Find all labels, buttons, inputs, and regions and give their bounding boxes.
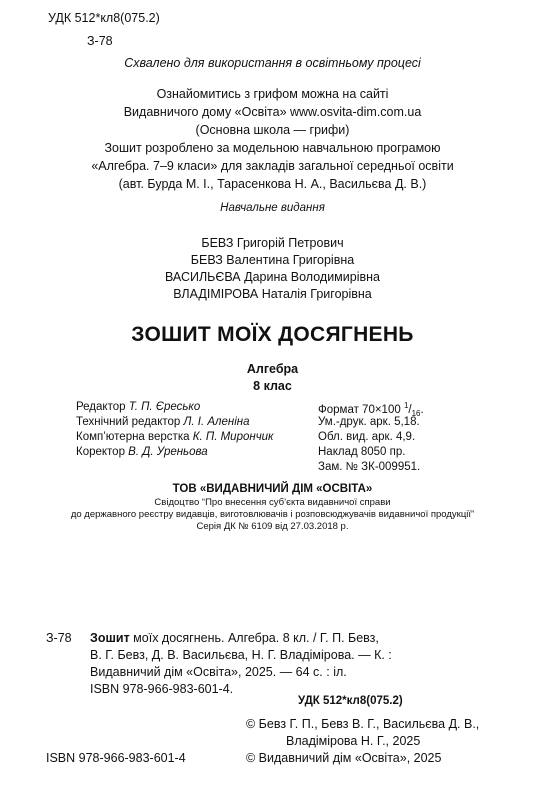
spec-print-sheets: Ум.-друк. арк. 5,18. — [318, 416, 420, 428]
staff-proofreader — [76, 446, 208, 458]
author-1: БЕВЗ Григорій Петрович — [201, 236, 344, 250]
udk-top: УДК 512*кл8(075.2) — [48, 11, 160, 25]
author-4: ВЛАДІМІРОВА Наталія Григорівна — [173, 287, 372, 301]
catalog-line-3: Видавничий дім «Освіта», 2025. — 64 с. : іл. — [90, 665, 347, 679]
staff-role: Комп’ютерна верстка — [76, 431, 193, 443]
copyright-authors: © Бевз Г. П., Бевз В. Г., Васильєва Д. В., — [246, 717, 480, 731]
staff-name: Т. П. Єресько — [128, 401, 201, 413]
spec-print-run: Наклад 8050 пр. — [318, 446, 406, 458]
spec-format-text: Формат 70×100 — [318, 403, 404, 416]
staff-name: К. П. Мирончик — [192, 431, 274, 443]
publisher-cert-1: Свідоцтво “Про внесення суб’єкта видавничої справи — [154, 497, 391, 508]
staff-tech-editor — [76, 416, 250, 428]
staff-layout — [76, 431, 273, 443]
program-line-3: (авт. Бурда М. І., Тарасенкова Н. А., Васильєва Д. В.) — [118, 177, 427, 191]
program-line-2: «Алгебра. 7–9 класи» для закладів загальної середньої освіти — [91, 159, 454, 173]
spec-format-end: . — [420, 403, 424, 416]
approval-note: Схвалено для використання в освітньому процесі — [124, 56, 421, 70]
spec-publ-sheets: Обл. вид. арк. 4,9. — [318, 431, 416, 443]
catalog-isbn: ISBN 978-966-983-601-4. — [90, 682, 234, 696]
author-2: БЕВЗ Валентина Григорівна — [190, 253, 355, 267]
catalog-title-bold: Зошит — [90, 631, 130, 645]
staff-name: Л. І. Аленіна — [183, 416, 250, 428]
spec-format-num: 1 — [403, 401, 409, 410]
isbn-bottom: ISBN 978-966-983-601-4 — [46, 751, 186, 765]
grade: 8 клас — [253, 379, 292, 393]
grif-line-3: (Основна школа — грифи) — [195, 123, 350, 137]
catalog-code-top: З-78 — [87, 34, 113, 48]
author-3: ВАСИЛЬЄВА Дарина Володимирівна — [164, 270, 380, 284]
catalog-line-1-rest: моїх досягнень. Алгебра. 8 кл. / Г. П. Бевз, — [129, 631, 379, 645]
spec-order: Зам. № ЗК-009951. — [318, 461, 421, 473]
book-title: ЗОШИТ МОЇХ ДОСЯГНЕНЬ — [131, 323, 414, 346]
staff-name: В. Д. Уреньова — [128, 446, 208, 458]
copyright-publisher: © Видавничий дім «Освіта», 2025 — [246, 751, 442, 765]
program-line-1: Зошит розроблено за модельною навчальною програмою — [104, 141, 441, 155]
staff-role: Коректор — [76, 446, 129, 458]
publisher-name: ТОВ «ВИДАВНИЧИЙ ДІМ «ОСВІТА» — [172, 483, 373, 495]
grif-line-2: Видавничого дому «Освіта» www.osvita-dim.com.ua — [123, 105, 422, 119]
grif-line-1: Ознайомитись з грифом можна на сайті — [156, 87, 389, 101]
publisher-cert-2: до державного реєстру видавців, виготовлювачів і розповсюджувачів видавничої продукції” — [70, 509, 475, 520]
edition-type: Навчальне видання — [220, 202, 325, 214]
spec-format: Формат 70×100 $^1/_{16}$. — [318, 401, 424, 419]
catalog-udk: УДК 512*кл8(075.2) — [298, 695, 403, 707]
staff-role: Редактор — [76, 401, 129, 413]
staff-role: Технічний редактор — [76, 416, 184, 428]
staff-editor — [76, 401, 200, 413]
subject: Алгебра — [246, 362, 299, 376]
publisher-cert-3: Серія ДК № 6109 від 27.03.2018 р. — [196, 521, 349, 532]
spec-format-den: 16 — [411, 409, 421, 419]
catalog-code: З-78 — [46, 631, 72, 645]
catalog-line-2: В. Г. Бевз, Д. В. Васильєва, Н. Г. Владімірова. — К. : — [90, 648, 392, 662]
catalog-line-1 — [90, 631, 379, 645]
copyright-authors-cont: Владімірова Н. Г., 2025 — [286, 734, 421, 748]
